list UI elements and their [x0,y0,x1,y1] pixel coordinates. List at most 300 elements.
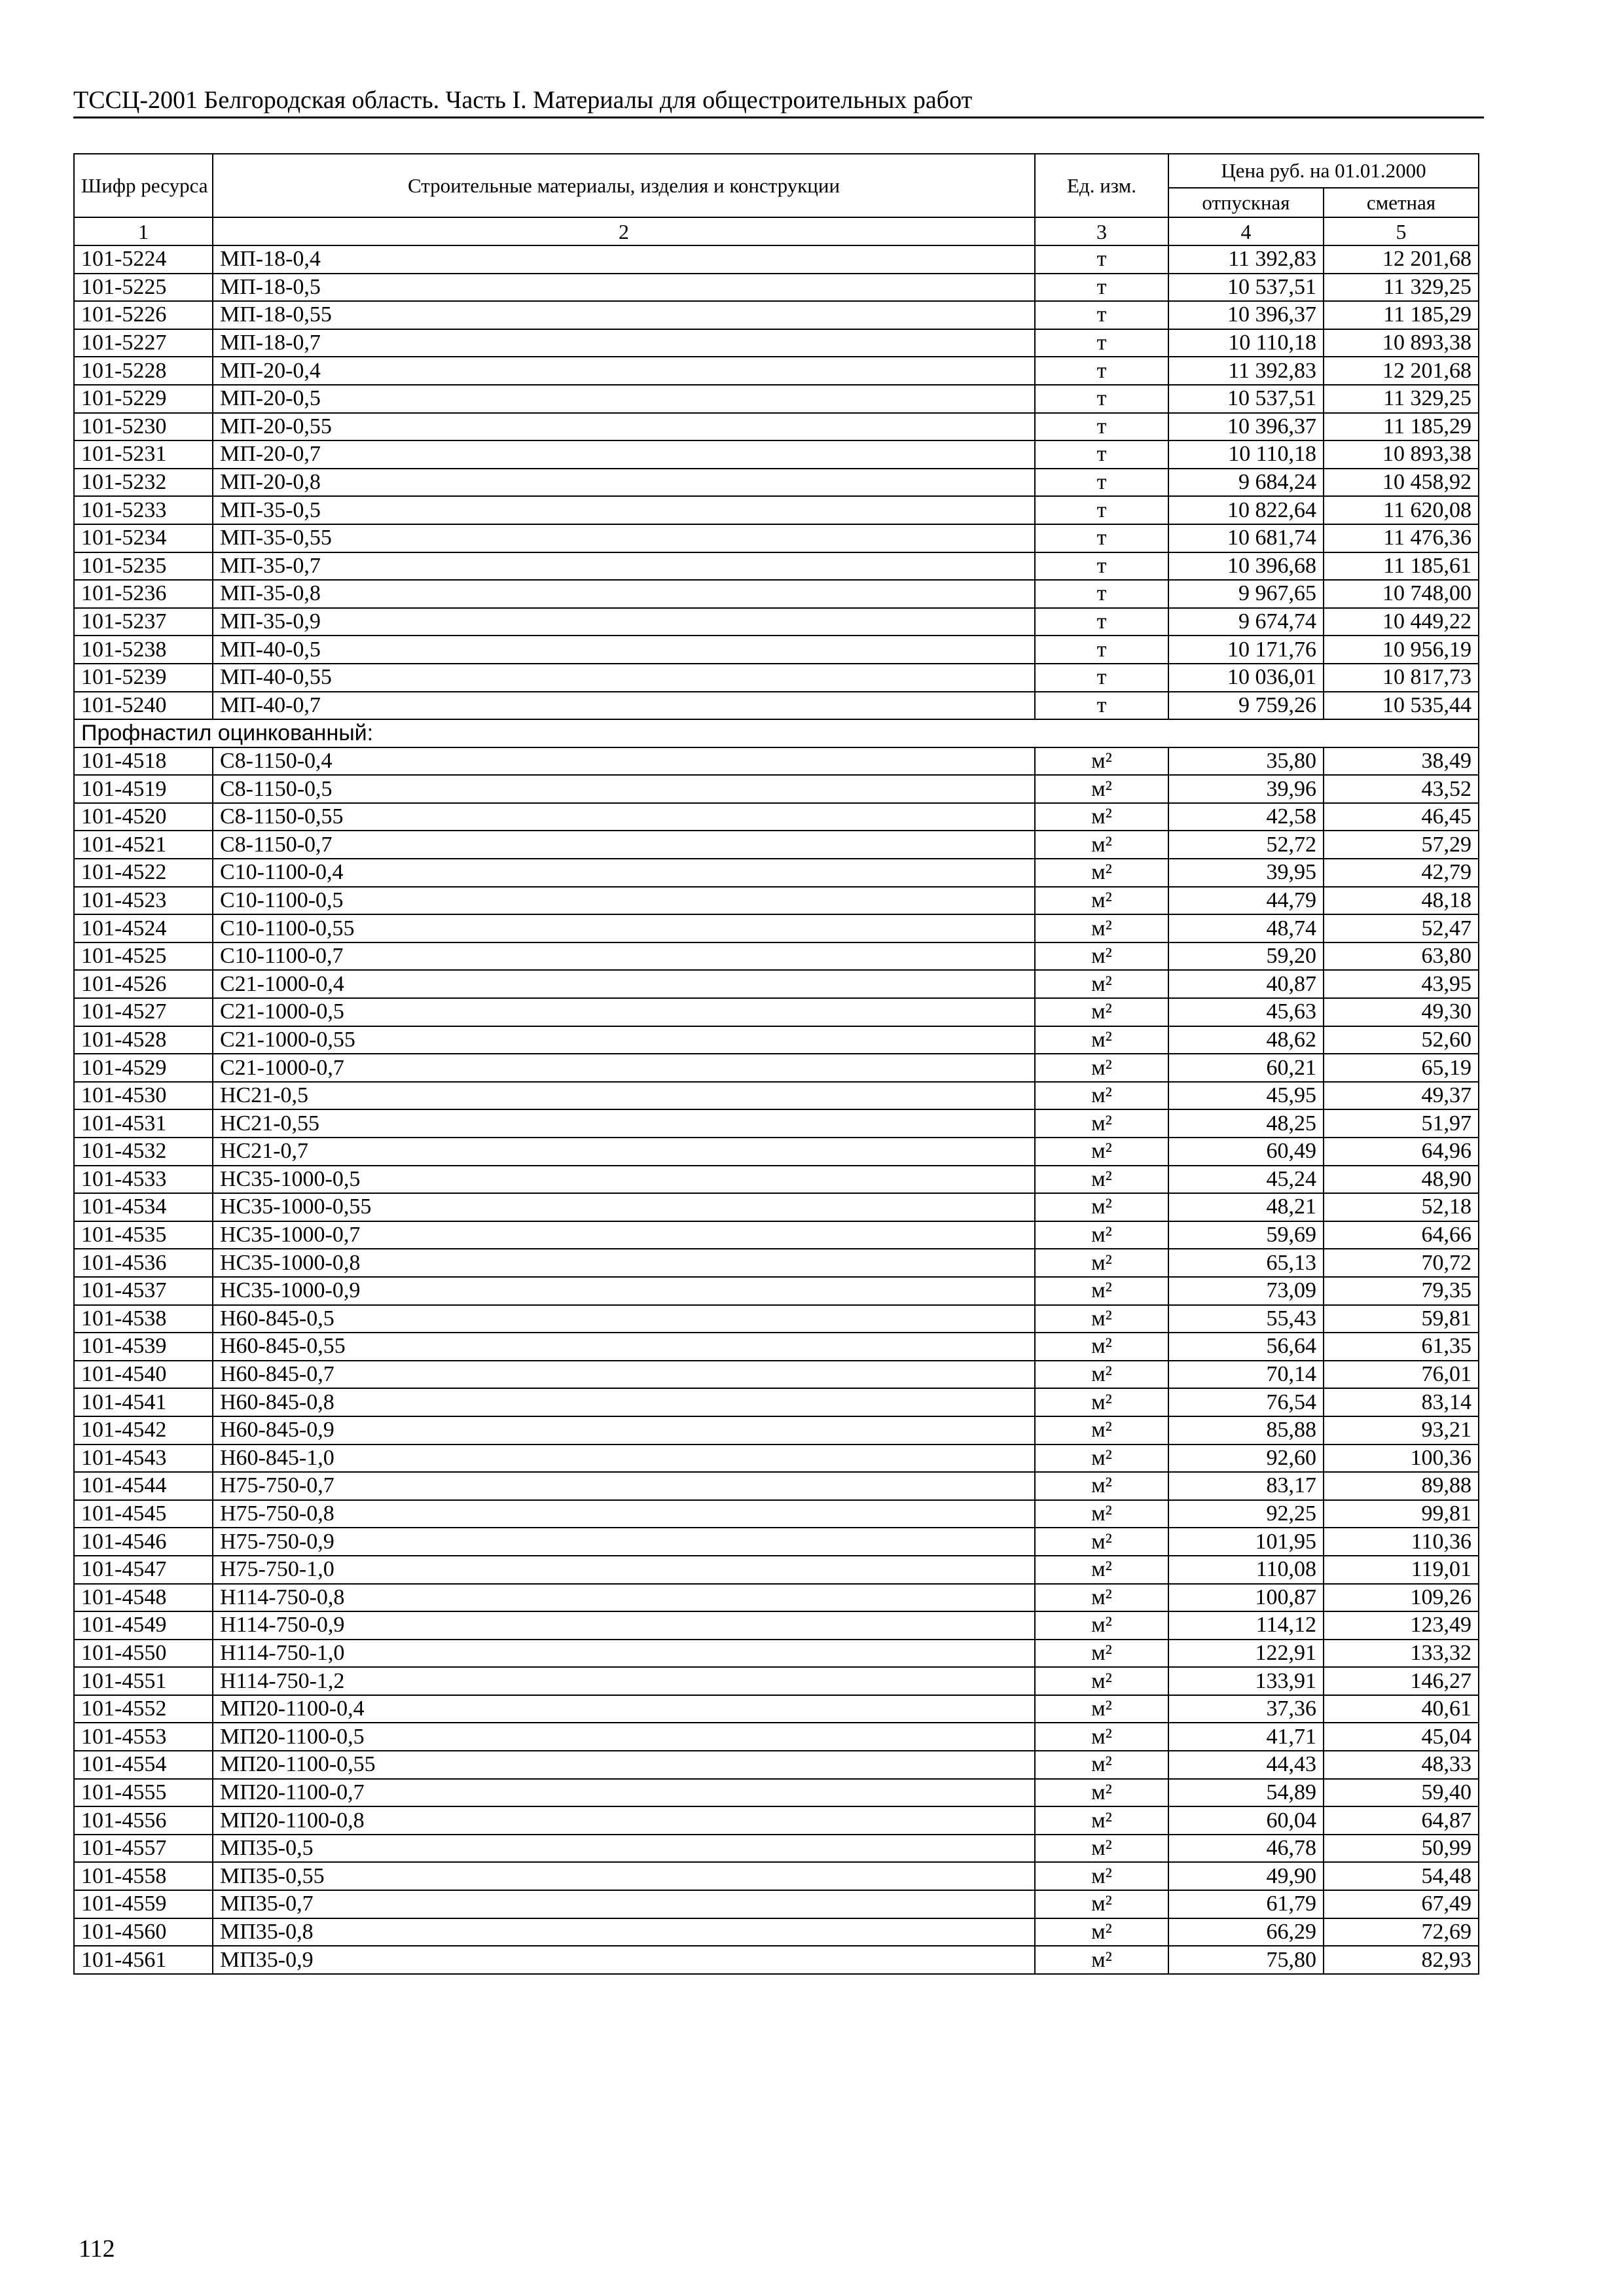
cell-name: МП-18-0,55 [213,301,1035,329]
cell-release-price: 10 537,51 [1168,274,1324,302]
cell-release-price: 70,14 [1168,1361,1324,1389]
cell-unit: м² [1035,1556,1168,1584]
table-row [74,608,1479,636]
cell-unit: м² [1035,1026,1168,1054]
cell-unit: м² [1035,1054,1168,1082]
cell-name: МП-40-0,7 [213,692,1035,720]
table-row [74,469,1479,497]
cell-code: 101-4521 [74,831,213,859]
cell-unit: м² [1035,1779,1168,1807]
cell-unit: м² [1035,747,1168,776]
cell-name: Н60-845-0,55 [213,1333,1035,1361]
cell-name: С10-1100-0,55 [213,914,1035,942]
table-row [74,1946,1479,1974]
cell-estimate-price: 49,30 [1324,998,1479,1026]
table-row [74,1584,1479,1612]
table-row [74,1779,1479,1807]
cell-unit: т [1035,524,1168,552]
cell-unit: т [1035,245,1168,274]
cell-code: 101-4560 [74,1918,213,1946]
cell-code: 101-4556 [74,1806,213,1835]
cell-code: 101-4528 [74,1026,213,1054]
table-row [74,1277,1479,1305]
cell-name: Н60-845-0,8 [213,1388,1035,1416]
table-row [74,1166,1479,1194]
cell-release-price: 48,74 [1168,914,1324,942]
cell-release-price: 9 967,65 [1168,580,1324,608]
cell-name: МП-40-0,5 [213,636,1035,664]
cell-unit: м² [1035,1500,1168,1528]
cell-unit: м² [1035,831,1168,859]
table-row [74,1890,1479,1918]
cell-code: 101-4548 [74,1584,213,1612]
cell-release-price: 10 396,37 [1168,413,1324,441]
price-table [73,153,1479,1975]
cell-name: НС21-0,7 [213,1138,1035,1166]
cell-estimate-price: 64,66 [1324,1221,1479,1249]
cell-release-price: 122,91 [1168,1640,1324,1668]
cell-release-price: 60,49 [1168,1138,1324,1166]
cell-release-price: 39,95 [1168,859,1324,887]
cell-code: 101-5233 [74,496,213,524]
table-row [74,1528,1479,1556]
table-row [74,1556,1479,1584]
table-row [74,1695,1479,1723]
cell-code: 101-4559 [74,1890,213,1918]
cell-unit: м² [1035,1138,1168,1166]
cell-estimate-price: 59,81 [1324,1305,1479,1333]
cell-name: МП-18-0,7 [213,329,1035,357]
cell-unit: м² [1035,1388,1168,1416]
column-number: 3 [1035,217,1168,245]
table-header [74,154,1479,245]
cell-estimate-price: 76,01 [1324,1361,1479,1389]
table-row [74,440,1479,469]
cell-unit: т [1035,664,1168,692]
cell-release-price: 92,25 [1168,1500,1324,1528]
cell-release-price: 85,88 [1168,1416,1324,1444]
cell-release-price: 10 110,18 [1168,329,1324,357]
table-row [74,859,1479,887]
cell-unit: т [1035,692,1168,720]
cell-unit: м² [1035,1723,1168,1751]
table-row [74,1500,1479,1528]
table-row [74,1862,1479,1890]
cell-name: НС35-1000-0,8 [213,1249,1035,1277]
cell-code: 101-5239 [74,664,213,692]
cell-code: 101-5231 [74,440,213,469]
cell-name: С8-1150-0,7 [213,831,1035,859]
table-row [74,1193,1479,1221]
table-body-profiled-sheet [74,747,1479,1974]
cell-unit: м² [1035,1918,1168,1946]
cell-name: МП-20-0,7 [213,440,1035,469]
cell-unit: м² [1035,1667,1168,1695]
cell-estimate-price: 52,47 [1324,914,1479,942]
cell-name: С10-1100-0,7 [213,942,1035,971]
table-row [74,1835,1479,1863]
cell-unit: м² [1035,1751,1168,1779]
cell-release-price: 73,09 [1168,1277,1324,1305]
cell-release-price: 59,69 [1168,1221,1324,1249]
cell-release-price: 9 674,74 [1168,608,1324,636]
table-row [74,496,1479,524]
table-row [74,1918,1479,1946]
cell-code: 101-4530 [74,1082,213,1110]
table-row [74,385,1479,413]
table-row [74,1640,1479,1668]
cell-release-price: 44,43 [1168,1751,1324,1779]
cell-unit: т [1035,329,1168,357]
cell-name: НС21-0,5 [213,1082,1035,1110]
table-row [74,831,1479,859]
cell-estimate-price: 43,52 [1324,775,1479,803]
cell-code: 101-4535 [74,1221,213,1249]
cell-code: 101-5228 [74,357,213,385]
cell-release-price: 10 036,01 [1168,664,1324,692]
cell-release-price: 10 822,64 [1168,496,1324,524]
table-row [74,803,1479,831]
cell-unit: т [1035,413,1168,441]
cell-name: МП35-0,55 [213,1862,1035,1890]
cell-unit: т [1035,274,1168,302]
cell-release-price: 10 171,76 [1168,636,1324,664]
cell-estimate-price: 146,27 [1324,1667,1479,1695]
table-row [74,1221,1479,1249]
table-row [74,552,1479,581]
cell-unit: м² [1035,942,1168,971]
cell-estimate-price: 10 893,38 [1324,440,1479,469]
cell-release-price: 45,63 [1168,998,1324,1026]
cell-release-price: 48,62 [1168,1026,1324,1054]
cell-name: МП-20-0,4 [213,357,1035,385]
cell-name: С8-1150-0,4 [213,747,1035,776]
cell-unit: м² [1035,1890,1168,1918]
cell-name: С21-1000-0,5 [213,998,1035,1026]
cell-name: Н75-750-0,7 [213,1472,1035,1500]
section-title: Профнастил оцинкованный: [74,719,1479,747]
cell-estimate-price: 11 476,36 [1324,524,1479,552]
cell-code: 101-4526 [74,970,213,998]
cell-code: 101-4558 [74,1862,213,1890]
cell-estimate-price: 10 817,73 [1324,664,1479,692]
cell-code: 101-4549 [74,1611,213,1640]
cell-code: 101-4555 [74,1779,213,1807]
cell-code: 101-5232 [74,469,213,497]
table-row [74,245,1479,274]
cell-name: МП20-1100-0,4 [213,1695,1035,1723]
cell-estimate-price: 110,36 [1324,1528,1479,1556]
table-row [74,998,1479,1026]
cell-estimate-price: 11 185,29 [1324,301,1479,329]
cell-unit: т [1035,440,1168,469]
cell-name: Н75-750-1,0 [213,1556,1035,1584]
cell-name: С8-1150-0,5 [213,775,1035,803]
cell-estimate-price: 38,49 [1324,747,1479,776]
table-row [74,970,1479,998]
cell-unit: м² [1035,1221,1168,1249]
cell-estimate-price: 11 185,29 [1324,413,1479,441]
cell-code: 101-5234 [74,524,213,552]
cell-estimate-price: 123,49 [1324,1611,1479,1640]
cell-estimate-price: 50,99 [1324,1835,1479,1863]
table-row [74,1751,1479,1779]
cell-unit: м² [1035,1166,1168,1194]
cell-code: 101-5226 [74,301,213,329]
table-row [74,664,1479,692]
cell-release-price: 37,36 [1168,1695,1324,1723]
table-row [74,524,1479,552]
cell-code: 101-4550 [74,1640,213,1668]
cell-estimate-price: 59,40 [1324,1779,1479,1807]
cell-code: 101-4551 [74,1667,213,1695]
cell-name: С8-1150-0,55 [213,803,1035,831]
cell-estimate-price: 51,97 [1324,1109,1479,1138]
cell-estimate-price: 48,18 [1324,887,1479,915]
cell-estimate-price: 67,49 [1324,1890,1479,1918]
cell-estimate-price: 64,87 [1324,1806,1479,1835]
cell-release-price: 39,96 [1168,775,1324,803]
cell-unit: м² [1035,1109,1168,1138]
cell-release-price: 11 392,83 [1168,357,1324,385]
table-row [74,274,1479,302]
cell-estimate-price: 52,18 [1324,1193,1479,1221]
cell-unit: м² [1035,1835,1168,1863]
cell-estimate-price: 65,19 [1324,1054,1479,1082]
table-row [74,357,1479,385]
cell-release-price: 66,29 [1168,1918,1324,1946]
cell-name: С21-1000-0,55 [213,1026,1035,1054]
table-row [74,1667,1479,1695]
page-number: 112 [79,2235,115,2263]
cell-name: Н60-845-0,7 [213,1361,1035,1389]
table-row [74,1361,1479,1389]
cell-estimate-price: 12 201,68 [1324,357,1479,385]
column-number: 4 [1168,217,1324,245]
cell-estimate-price: 100,36 [1324,1444,1479,1473]
cell-release-price: 10 537,51 [1168,385,1324,413]
table-row [74,747,1479,776]
cell-unit: м² [1035,1640,1168,1668]
cell-release-price: 42,58 [1168,803,1324,831]
header-release-price: отпускная [1168,188,1324,217]
cell-code: 101-5235 [74,552,213,581]
cell-estimate-price: 49,37 [1324,1082,1479,1110]
cell-release-price: 55,43 [1168,1305,1324,1333]
table-row [74,1026,1479,1054]
column-number: 5 [1324,217,1479,245]
cell-estimate-price: 11 329,25 [1324,274,1479,302]
cell-unit: м² [1035,775,1168,803]
cell-estimate-price: 11 185,61 [1324,552,1479,581]
cell-release-price: 49,90 [1168,1862,1324,1890]
cell-estimate-price: 133,32 [1324,1640,1479,1668]
cell-estimate-price: 10 748,00 [1324,580,1479,608]
cell-unit: т [1035,385,1168,413]
cell-estimate-price: 43,95 [1324,970,1479,998]
cell-code: 101-4554 [74,1751,213,1779]
cell-unit: м² [1035,1305,1168,1333]
cell-estimate-price: 10 458,92 [1324,469,1479,497]
cell-name: Н75-750-0,9 [213,1528,1035,1556]
cell-name: Н114-750-1,2 [213,1667,1035,1695]
cell-unit: м² [1035,1695,1168,1723]
cell-name: МП20-1100-0,55 [213,1751,1035,1779]
cell-name: МП20-1100-0,8 [213,1806,1035,1835]
cell-estimate-price: 54,48 [1324,1862,1479,1890]
cell-unit: т [1035,357,1168,385]
cell-unit: м² [1035,914,1168,942]
cell-code: 101-4531 [74,1109,213,1138]
table-row [74,1416,1479,1444]
cell-release-price: 92,60 [1168,1444,1324,1473]
table-row [74,301,1479,329]
cell-release-price: 114,12 [1168,1611,1324,1640]
cell-release-price: 110,08 [1168,1556,1324,1584]
cell-code: 101-4544 [74,1472,213,1500]
table-row [74,580,1479,608]
cell-estimate-price: 64,96 [1324,1138,1479,1166]
cell-name: Н60-845-0,9 [213,1416,1035,1444]
cell-unit: т [1035,301,1168,329]
cell-code: 101-4520 [74,803,213,831]
cell-estimate-price: 79,35 [1324,1277,1479,1305]
cell-unit: м² [1035,1611,1168,1640]
cell-code: 101-4542 [74,1416,213,1444]
cell-release-price: 48,25 [1168,1109,1324,1138]
cell-release-price: 45,95 [1168,1082,1324,1110]
cell-code: 101-4545 [74,1500,213,1528]
cell-name: НС35-1000-0,55 [213,1193,1035,1221]
cell-release-price: 133,91 [1168,1667,1324,1695]
cell-estimate-price: 42,79 [1324,859,1479,887]
table-row [74,775,1479,803]
cell-code: 101-4547 [74,1556,213,1584]
table-row [74,914,1479,942]
cell-code: 101-4557 [74,1835,213,1863]
cell-estimate-price: 109,26 [1324,1584,1479,1612]
table-row [74,1806,1479,1835]
cell-estimate-price: 89,88 [1324,1472,1479,1500]
cell-unit: м² [1035,1249,1168,1277]
section-row-group [74,719,1479,747]
cell-estimate-price: 83,14 [1324,1388,1479,1416]
cell-unit: м² [1035,1806,1168,1835]
cell-name: Н75-750-0,8 [213,1500,1035,1528]
cell-unit: м² [1035,887,1168,915]
cell-release-price: 40,87 [1168,970,1324,998]
cell-estimate-price: 46,45 [1324,803,1479,831]
cell-name: Н60-845-1,0 [213,1444,1035,1473]
cell-estimate-price: 99,81 [1324,1500,1479,1528]
cell-code: 101-4524 [74,914,213,942]
cell-code: 101-5225 [74,274,213,302]
cell-release-price: 11 392,83 [1168,245,1324,274]
cell-estimate-price: 119,01 [1324,1556,1479,1584]
cell-name: МП-35-0,7 [213,552,1035,581]
cell-unit: м² [1035,1361,1168,1389]
table-row [74,1082,1479,1110]
cell-unit: м² [1035,970,1168,998]
cell-name: МП35-0,5 [213,1835,1035,1863]
cell-code: 101-4527 [74,998,213,1026]
table-row [74,887,1479,915]
cell-estimate-price: 10 956,19 [1324,636,1479,664]
cell-code: 101-4532 [74,1138,213,1166]
cell-name: С10-1100-0,5 [213,887,1035,915]
cell-release-price: 10 110,18 [1168,440,1324,469]
cell-name: НС21-0,55 [213,1109,1035,1138]
cell-unit: т [1035,552,1168,581]
cell-name: МП20-1100-0,7 [213,1779,1035,1807]
cell-unit: м² [1035,998,1168,1026]
cell-release-price: 9 684,24 [1168,469,1324,497]
cell-code: 101-5229 [74,385,213,413]
cell-unit: т [1035,469,1168,497]
cell-name: МП-35-0,55 [213,524,1035,552]
cell-release-price: 101,95 [1168,1528,1324,1556]
cell-code: 101-4537 [74,1277,213,1305]
cell-release-price: 10 396,68 [1168,552,1324,581]
cell-code: 101-5240 [74,692,213,720]
cell-code: 101-4546 [74,1528,213,1556]
cell-code: 101-4543 [74,1444,213,1473]
cell-name: МП35-0,9 [213,1946,1035,1974]
cell-release-price: 75,80 [1168,1946,1324,1974]
cell-release-price: 60,04 [1168,1806,1324,1835]
cell-code: 101-4552 [74,1695,213,1723]
cell-code: 101-4541 [74,1388,213,1416]
cell-code: 101-5227 [74,329,213,357]
cell-code: 101-4536 [74,1249,213,1277]
cell-name: МП-35-0,5 [213,496,1035,524]
cell-release-price: 54,89 [1168,1779,1324,1807]
cell-unit: м² [1035,1946,1168,1974]
table-row [74,1138,1479,1166]
table-row [74,413,1479,441]
cell-unit: т [1035,608,1168,636]
header-estimate-price: сметная [1324,188,1479,217]
cell-code: 101-4561 [74,1946,213,1974]
cell-release-price: 41,71 [1168,1723,1324,1751]
table-row [74,636,1479,664]
cell-release-price: 61,79 [1168,1890,1324,1918]
cell-code: 101-4529 [74,1054,213,1082]
header-price-group: Цена руб. на 01.01.2000 [1168,154,1479,188]
cell-release-price: 46,78 [1168,1835,1324,1863]
cell-name: МП20-1100-0,5 [213,1723,1035,1751]
cell-code: 101-5224 [74,245,213,274]
cell-name: С21-1000-0,4 [213,970,1035,998]
cell-unit: т [1035,496,1168,524]
cell-unit: м² [1035,1082,1168,1110]
cell-code: 101-4519 [74,775,213,803]
cell-release-price: 35,80 [1168,747,1324,776]
cell-name: Н114-750-1,0 [213,1640,1035,1668]
table-row [74,1611,1479,1640]
cell-release-price: 56,64 [1168,1333,1324,1361]
table-row [74,1388,1479,1416]
cell-release-price: 60,21 [1168,1054,1324,1082]
cell-unit: м² [1035,859,1168,887]
cell-estimate-price: 10 893,38 [1324,329,1479,357]
cell-name: НС35-1000-0,9 [213,1277,1035,1305]
cell-unit: т [1035,580,1168,608]
cell-unit: м² [1035,1528,1168,1556]
cell-unit: м² [1035,1584,1168,1612]
cell-release-price: 9 759,26 [1168,692,1324,720]
cell-release-price: 52,72 [1168,831,1324,859]
